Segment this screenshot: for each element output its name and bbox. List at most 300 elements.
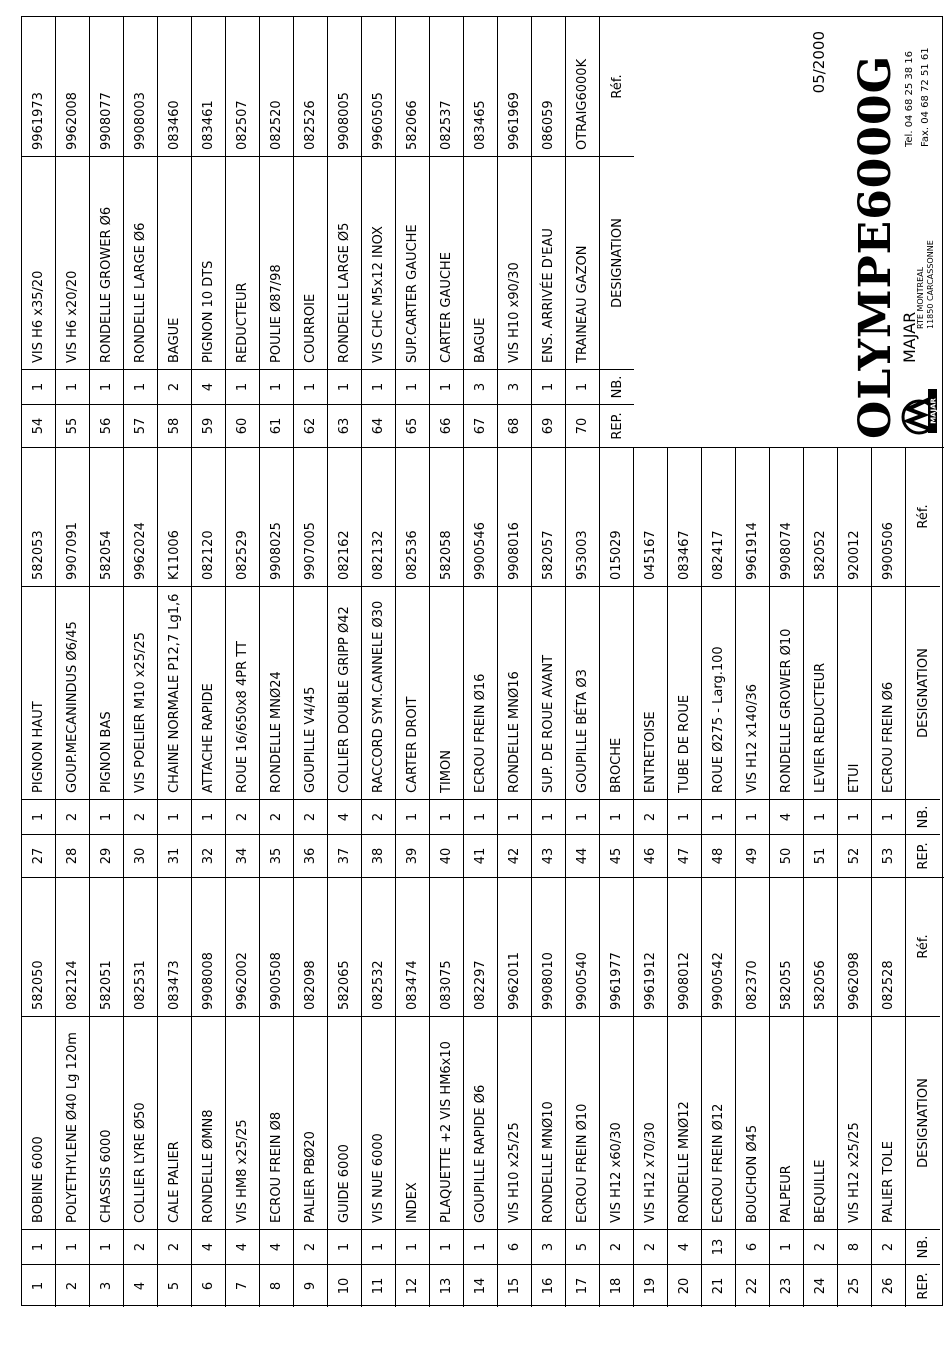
part-ref-cell: 582052: [804, 447, 837, 587]
part-designation-cell: SUP.CARTER GAUCHE: [396, 157, 429, 370]
part-row: [226, 448, 260, 877]
part-designation-cell: RONDELLE MNØ10: [532, 1017, 565, 1230]
part-rep-cell: 59: [201, 417, 216, 435]
part-nb-cell: 6: [736, 1230, 769, 1265]
part-nb-cell: 8: [838, 1230, 871, 1265]
part-rep-cell: 46: [643, 847, 658, 865]
part-designation-cell: ECROU FREIN Ø6: [872, 587, 905, 800]
part-designation-cell: VIS H12 x60/30: [600, 1017, 633, 1230]
part-ref-cell: 9961969: [498, 17, 531, 157]
part-row: [22, 17, 56, 447]
part-ref-cell: 9962098: [838, 877, 871, 1017]
part-ref-cell: 082162: [328, 447, 361, 587]
part-ref-cell: 083075: [430, 877, 463, 1017]
part-ref-cell: 9908005: [328, 17, 361, 157]
part-ref-cell: 9908016: [498, 447, 531, 587]
part-rep-cell: 26: [881, 1277, 896, 1295]
part-row: [430, 878, 464, 1307]
part-nb-cell: 1: [396, 1230, 429, 1265]
part-row: [498, 17, 532, 447]
part-designation-cell: COLLIER LYRE Ø50: [124, 1017, 157, 1230]
part-ref-cell: 045167: [634, 447, 667, 587]
part-rep-cell: 10: [337, 1277, 352, 1295]
part-designation-cell: PIGNON 10 DTS: [192, 157, 225, 370]
part-designation-cell: PALIER PBØ20: [294, 1017, 327, 1230]
part-rep-cell: 23: [779, 1277, 794, 1295]
part-designation-cell: ENTRETOISE: [634, 587, 667, 800]
part-row: [566, 448, 600, 877]
part-designation-cell: RONDELLE MNØ16: [498, 587, 531, 800]
part-row: [838, 448, 872, 877]
part-nb-cell: 1: [532, 800, 565, 835]
part-rep-cell: 30: [133, 847, 148, 865]
part-ref-cell: 082532: [362, 877, 395, 1017]
part-ref-cell: 582053: [22, 447, 55, 587]
header-ref: Réf.: [906, 447, 940, 587]
part-nb-cell: 1: [294, 370, 327, 405]
part-ref-cell: 082417: [702, 447, 735, 587]
part-ref-cell: 9960505: [362, 17, 395, 157]
part-rep-cell: 52: [847, 847, 862, 865]
part-designation-cell: GOUP.MECANINDUS Ø6/45: [56, 587, 89, 800]
part-nb-cell: 1: [668, 800, 701, 835]
parts-block-2: [22, 447, 944, 877]
part-row: [260, 448, 294, 877]
part-designation-cell: LEVIER REDUCTEUR: [804, 587, 837, 800]
part-ref-cell: 082132: [362, 447, 395, 587]
part-nb-cell: 2: [634, 800, 667, 835]
part-nb-cell: 1: [838, 800, 871, 835]
part-row: [804, 448, 838, 877]
part-designation-cell: RONDELLE LARGE Ø6: [124, 157, 157, 370]
part-designation-cell: VIS H12 x140/36: [736, 587, 769, 800]
part-designation-cell: COLLIER DOUBLE GRIPP Ø42: [328, 587, 361, 800]
part-row: [260, 878, 294, 1307]
part-nb-cell: 4: [192, 370, 225, 405]
part-rep-cell: 64: [371, 417, 386, 435]
part-row: [56, 448, 90, 877]
part-ref-cell: 083461: [192, 17, 225, 157]
part-nb-cell: 1: [396, 800, 429, 835]
part-row: [90, 448, 124, 877]
part-rep-cell: 69: [541, 417, 556, 435]
part-nb-cell: 1: [770, 1230, 803, 1265]
part-ref-cell: 582065: [328, 877, 361, 1017]
part-designation-cell: PLAQUETTE +2 VIS HM6x10: [430, 1017, 463, 1230]
part-nb-cell: 2: [294, 800, 327, 835]
part-rep-cell: 32: [201, 847, 216, 865]
part-row: [328, 17, 362, 447]
part-designation-cell: CHASSIS 6000: [90, 1017, 123, 1230]
part-nb-cell: 2: [56, 800, 89, 835]
part-nb-cell: 1: [90, 370, 123, 405]
part-rep-cell: 67: [473, 417, 488, 435]
part-ref-cell: 582055: [770, 877, 803, 1017]
part-rep-cell: 44: [575, 847, 590, 865]
header-ref: Réf.: [906, 877, 940, 1017]
part-row: [770, 878, 804, 1307]
part-rep-cell: 36: [303, 847, 318, 865]
part-rep-cell: 42: [507, 847, 522, 865]
part-ref-cell: 082537: [430, 17, 463, 157]
part-rep-cell: 55: [65, 417, 80, 435]
part-nb-cell: 3: [532, 1230, 565, 1265]
part-rep-cell: 68: [507, 417, 522, 435]
part-designation-cell: REDUCTEUR: [226, 157, 259, 370]
part-ref-cell: 9962008: [56, 17, 89, 157]
part-row: [464, 448, 498, 877]
part-nb-cell: 1: [736, 800, 769, 835]
part-ref-cell: 9907091: [56, 447, 89, 587]
part-designation-cell: INDEX: [396, 1017, 429, 1230]
part-designation-cell: CHAINE NORMALE P12,7 Lg1,6: [158, 587, 191, 800]
part-designation-cell: RONDELLE ØMN8: [192, 1017, 225, 1230]
part-ref-cell: 9962011: [498, 877, 531, 1017]
part-rep-cell: 12: [405, 1277, 420, 1295]
part-designation-cell: POLYETHYLENE Ø40 Lg 120m: [56, 1017, 89, 1230]
part-designation-cell: PIGNON HAUT: [22, 587, 55, 800]
part-rep-cell: 63: [337, 417, 352, 435]
part-row: [396, 448, 430, 877]
part-ref-cell: 953003: [566, 447, 599, 587]
part-nb-cell: 1: [260, 370, 293, 405]
part-rep-cell: 61: [269, 417, 284, 435]
part-nb-cell: 1: [566, 370, 599, 405]
part-designation-cell: GOUPILLE RAPIDE Ø6: [464, 1017, 497, 1230]
part-rep-cell: 70: [575, 417, 590, 435]
part-row: [838, 878, 872, 1307]
part-designation-cell: RONDELLE MNØ12: [668, 1017, 701, 1230]
part-designation-cell: BOBINE 6000: [22, 1017, 55, 1230]
part-row: [634, 878, 668, 1307]
part-row: [600, 448, 634, 877]
part-row: [430, 17, 464, 447]
part-rep-cell: 60: [235, 417, 250, 435]
part-nb-cell: 2: [124, 800, 157, 835]
part-rep-cell: 9: [303, 1281, 318, 1291]
header-nb: NB.: [906, 800, 940, 835]
part-row: [532, 448, 566, 877]
part-nb-cell: 1: [600, 800, 633, 835]
part-rep-cell: 13: [439, 1277, 454, 1295]
parts-block-1: [22, 877, 944, 1307]
company-street: RTE MONTREAL: [916, 266, 925, 329]
part-row: [464, 17, 498, 447]
part-rep-cell: 56: [99, 417, 114, 435]
part-nb-cell: 1: [430, 1230, 463, 1265]
part-ref-cell: 9900540: [566, 877, 599, 1017]
part-nb-cell: 1: [362, 1230, 395, 1265]
part-designation-cell: PALPEUR: [770, 1017, 803, 1230]
header-rep: REP.: [915, 1272, 931, 1300]
part-row: [22, 448, 56, 877]
part-nb-cell: 5: [566, 1230, 599, 1265]
part-ref-cell: 083467: [668, 447, 701, 587]
part-designation-cell: VIS H10 x90/30: [498, 157, 531, 370]
part-rep-cell: 62: [303, 417, 318, 435]
part-nb-cell: 1: [396, 370, 429, 405]
part-rep-cell: 29: [99, 847, 114, 865]
part-designation-cell: ATTACHE RAPIDE: [192, 587, 225, 800]
part-row: [124, 17, 158, 447]
part-rep-cell: 25: [847, 1277, 862, 1295]
part-designation-cell: ETUI: [838, 587, 871, 800]
part-row: [430, 448, 464, 877]
part-rep-cell: 20: [677, 1277, 692, 1295]
part-nb-cell: 4: [770, 800, 803, 835]
part-designation-cell: BAGUE: [464, 157, 497, 370]
part-ref-cell: 9961914: [736, 447, 769, 587]
part-rep-cell: 15: [507, 1277, 522, 1295]
title-block: [804, 17, 944, 447]
part-ref-cell: 9962002: [226, 877, 259, 1017]
part-rep-cell: 40: [439, 847, 454, 865]
part-nb-cell: 2: [158, 370, 191, 405]
header-designation: DESIGNATION: [906, 587, 940, 800]
part-rep-cell: 65: [405, 417, 420, 435]
part-ref-cell: 9908074: [770, 447, 803, 587]
part-row: [192, 448, 226, 877]
part-row: [498, 878, 532, 1307]
part-ref-cell: 082507: [226, 17, 259, 157]
part-row: [634, 448, 668, 877]
part-row: [56, 17, 90, 447]
part-row: [600, 878, 634, 1307]
part-row: [192, 878, 226, 1307]
part-rep-cell: 43: [541, 847, 556, 865]
part-ref-cell: 582050: [22, 877, 55, 1017]
part-row: [22, 878, 56, 1307]
part-row: [362, 448, 396, 877]
part-nb-cell: 1: [124, 370, 157, 405]
part-row: [294, 878, 328, 1307]
part-nb-cell: 1: [872, 800, 905, 835]
part-designation-cell: ECROU FREIN Ø8: [260, 1017, 293, 1230]
part-rep-cell: 7: [235, 1281, 250, 1291]
part-nb-cell: 1: [362, 370, 395, 405]
part-rep-cell: 17: [575, 1277, 590, 1295]
part-ref-cell: 082520: [260, 17, 293, 157]
part-rep-cell: 28: [65, 847, 80, 865]
company-city: 11850 CARCASSONNE: [926, 240, 935, 329]
part-designation-cell: BOUCHON Ø45: [736, 1017, 769, 1230]
part-nb-cell: 6: [498, 1230, 531, 1265]
part-ref-cell: 082124: [56, 877, 89, 1017]
part-ref-cell: 9900508: [260, 877, 293, 1017]
part-ref-cell: 9900542: [702, 877, 735, 1017]
part-ref-cell: 582057: [532, 447, 565, 587]
part-rep-cell: 57: [133, 417, 148, 435]
part-designation-cell: ECROU FREIN Ø12: [702, 1017, 735, 1230]
part-nb-cell: 4: [226, 1230, 259, 1265]
part-designation-cell: VIS H10 x25/25: [498, 1017, 531, 1230]
part-row: [702, 878, 736, 1307]
part-nb-cell: 1: [464, 800, 497, 835]
part-ref-cell: 083474: [396, 877, 429, 1017]
part-designation-cell: TUBE DE ROUE: [668, 587, 701, 800]
part-rep-cell: 4: [133, 1281, 148, 1291]
part-row: [226, 17, 260, 447]
part-row: [396, 878, 430, 1307]
part-row: [362, 17, 396, 447]
part-nb-cell: 4: [328, 800, 361, 835]
company-fax: Fax. 04 68 72 51 61: [920, 47, 931, 147]
part-nb-cell: 1: [90, 800, 123, 835]
part-nb-cell: 1: [464, 1230, 497, 1265]
part-ref-cell: 582051: [90, 877, 123, 1017]
part-ref-cell: 9900546: [464, 447, 497, 587]
part-designation-cell: BAGUE: [158, 157, 191, 370]
part-nb-cell: 1: [498, 800, 531, 835]
part-row: [260, 17, 294, 447]
part-ref-cell: 920012: [838, 447, 871, 587]
part-ref-cell: 9900506: [872, 447, 905, 587]
part-nb-cell: 1: [158, 800, 191, 835]
part-row: [804, 878, 838, 1307]
part-row: [872, 878, 906, 1307]
part-designation-cell: ROUE 16/650x8 4PR TT: [226, 587, 259, 800]
part-designation-cell: BEQUILLE: [804, 1017, 837, 1230]
part-row: [566, 878, 600, 1307]
majar-logo-icon: [900, 385, 938, 439]
part-designation-cell: GOUPILLE BÉTA Ø3: [566, 587, 599, 800]
part-ref-cell: 082370: [736, 877, 769, 1017]
part-designation-cell: RACCORD SYM.CANNELE Ø30: [362, 587, 395, 800]
part-ref-cell: 082098: [294, 877, 327, 1017]
header-nb: NB.: [600, 370, 634, 405]
company-name: MAJAR: [900, 311, 919, 363]
part-row: [294, 448, 328, 877]
part-ref-cell: 582056: [804, 877, 837, 1017]
part-designation-cell: TIMON: [430, 587, 463, 800]
part-designation-cell: RONDELLE LARGE Ø5: [328, 157, 361, 370]
part-rep-cell: 35: [269, 847, 284, 865]
part-rep-cell: 45: [609, 847, 624, 865]
part-row: [668, 448, 702, 877]
part-nb-cell: 13: [702, 1230, 735, 1265]
part-rep-cell: 22: [745, 1277, 760, 1295]
part-designation-cell: RONDELLE GROWER Ø10: [770, 587, 803, 800]
part-nb-cell: 3: [464, 370, 497, 405]
header-rep: REP.: [609, 412, 625, 440]
part-rep-cell: 1: [31, 1281, 46, 1291]
part-ref-cell: 9908010: [532, 877, 565, 1017]
part-designation-cell: COURROIE: [294, 157, 327, 370]
part-designation-cell: GOUPILLE V4/45: [294, 587, 327, 800]
part-row: [226, 878, 260, 1307]
part-nb-cell: 1: [430, 370, 463, 405]
part-rep-cell: 54: [31, 417, 46, 435]
part-row: [566, 17, 600, 447]
part-designation-cell: VIS H6 x20/20: [56, 157, 89, 370]
part-ref-cell: 582054: [90, 447, 123, 587]
company-phone: Tel. 04 68 25 38 16: [904, 50, 915, 147]
part-row: [90, 878, 124, 1307]
part-nb-cell: 1: [328, 370, 361, 405]
part-ref-cell: 015029: [600, 447, 633, 587]
part-ref-cell: 083465: [464, 17, 497, 157]
part-row: [158, 448, 192, 877]
part-rep-cell: 24: [813, 1277, 828, 1295]
part-rep-cell: 8: [269, 1281, 284, 1291]
part-nb-cell: 1: [22, 800, 55, 835]
part-rep-cell: 18: [609, 1277, 624, 1295]
part-designation-cell: CALE PALIER: [158, 1017, 191, 1230]
part-designation-cell: PIGNON BAS: [90, 587, 123, 800]
part-rep-cell: 16: [541, 1277, 556, 1295]
part-row: [192, 17, 226, 447]
header-designation: DESIGNATION: [600, 157, 634, 370]
part-row: [770, 448, 804, 877]
part-nb-cell: 1: [22, 1230, 55, 1265]
part-nb-cell: 2: [158, 1230, 191, 1265]
part-nb-cell: 2: [872, 1230, 905, 1265]
part-rep-cell: 14: [473, 1277, 488, 1295]
part-nb-cell: 1: [192, 800, 225, 835]
part-nb-cell: 4: [668, 1230, 701, 1265]
part-row: [362, 878, 396, 1307]
part-rep-cell: 6: [201, 1281, 216, 1291]
part-designation-cell: VIS HM8 x25/25: [226, 1017, 259, 1230]
part-ref-cell: 582066: [396, 17, 429, 157]
part-designation-cell: VIS POELIER M10 x25/25: [124, 587, 157, 800]
part-designation-cell: BROCHE: [600, 587, 633, 800]
part-designation-cell: ECROU FREIN Ø10: [566, 1017, 599, 1230]
part-rep-cell: 41: [473, 847, 488, 865]
part-rep-cell: 11: [371, 1277, 386, 1295]
part-ref-cell: 082120: [192, 447, 225, 587]
part-rep-cell: 34: [235, 847, 250, 865]
part-ref-cell: 9908012: [668, 877, 701, 1017]
part-row: [532, 17, 566, 447]
part-row: [872, 448, 906, 877]
header-rep: REP.: [915, 842, 931, 870]
part-designation-cell: TRAINEAU GAZON: [566, 157, 599, 370]
part-designation-cell: CARTER GAUCHE: [430, 157, 463, 370]
model-title: OLYMPE6000G: [850, 54, 901, 439]
part-nb-cell: 1: [702, 800, 735, 835]
part-ref-cell: 9961973: [22, 17, 55, 157]
part-designation-cell: CARTER DROIT: [396, 587, 429, 800]
drawing-date: 05/2000: [810, 31, 828, 94]
part-nb-cell: 2: [294, 1230, 327, 1265]
part-row: [158, 17, 192, 447]
part-designation-cell: VIS H12 x70/30: [634, 1017, 667, 1230]
part-ref-cell: K11006: [158, 447, 191, 587]
part-designation-cell: SUP. DE ROUE AVANT: [532, 587, 565, 800]
part-nb-cell: 1: [56, 1230, 89, 1265]
part-row: [124, 878, 158, 1307]
part-row: [56, 878, 90, 1307]
part-designation-cell: VIS H12 x25/25: [838, 1017, 871, 1230]
part-designation-cell: ROUE Ø275 - Larg.100: [702, 587, 735, 800]
part-ref-cell: 082529: [226, 447, 259, 587]
part-row: [158, 878, 192, 1307]
column-header-row: [600, 17, 634, 447]
part-rep-cell: 53: [881, 847, 896, 865]
part-rep-cell: 38: [371, 847, 386, 865]
part-nb-cell: 1: [566, 800, 599, 835]
part-designation-cell: ENS. ARRIVÉE D'EAU: [532, 157, 565, 370]
part-designation-cell: VIS NUE 6000: [362, 1017, 395, 1230]
part-nb-cell: 1: [90, 1230, 123, 1265]
part-rep-cell: 19: [643, 1277, 658, 1295]
part-row: [668, 878, 702, 1307]
part-row: [124, 448, 158, 877]
part-row: [294, 17, 328, 447]
part-rep-cell: 37: [337, 847, 352, 865]
part-ref-cell: 082536: [396, 447, 429, 587]
